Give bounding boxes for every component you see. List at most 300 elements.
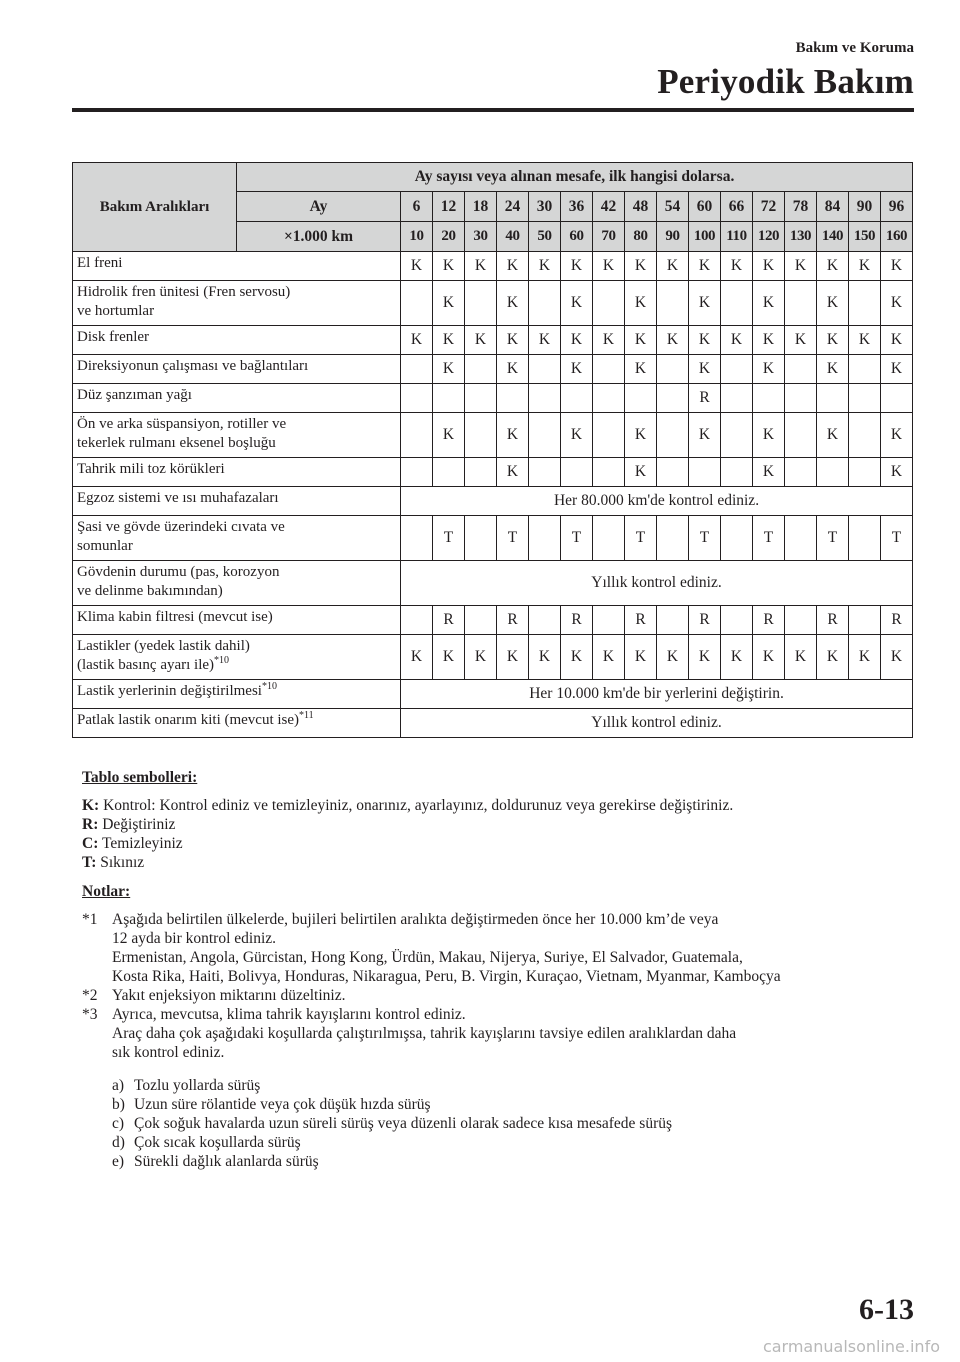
km-cell: 10	[401, 222, 433, 252]
mark-cell	[721, 355, 753, 384]
mark-cell: K	[625, 413, 657, 458]
mark-cell: K	[497, 458, 529, 487]
item-label	[73, 487, 401, 516]
month-cell: 54	[657, 192, 689, 222]
page-title: Periyodik Bakım	[657, 62, 914, 101]
mark-cell: K	[657, 326, 689, 355]
item-line: Patlak lastik onarım kiti (mevcut ise)	[77, 712, 300, 728]
mark-cell: T	[817, 516, 849, 561]
header-divider	[72, 108, 914, 112]
mark-cell: K	[593, 326, 625, 355]
mark-cell: K	[753, 635, 785, 680]
item-line: Hidrolik fren ünitesi (Fren servosu)	[77, 284, 291, 300]
mark-cell	[593, 413, 625, 458]
condition-letter: c)	[112, 1115, 125, 1132]
mark-cell	[401, 384, 433, 413]
table-row	[73, 487, 913, 516]
legend-item	[82, 796, 912, 815]
mark-cell: K	[849, 326, 881, 355]
mark-cell: K	[433, 326, 465, 355]
legend-text: Temizleyiniz	[98, 835, 183, 852]
month-cell: 24	[497, 192, 529, 222]
mark-cell	[849, 413, 881, 458]
mark-cell	[401, 281, 433, 326]
mark-cell: K	[561, 355, 593, 384]
condition-item	[112, 1114, 912, 1133]
footnote-ref: *11	[299, 710, 314, 721]
mark-cell: R	[561, 606, 593, 635]
mark-cell: K	[433, 413, 465, 458]
interval-text: Her 10.000 km'de bir yerlerini değiştirin.	[401, 680, 913, 709]
mark-cell	[849, 384, 881, 413]
mark-cell: K	[561, 326, 593, 355]
mark-cell: K	[689, 635, 721, 680]
legend-key: R:	[82, 816, 99, 833]
mark-cell	[657, 384, 689, 413]
mark-cell: K	[657, 252, 689, 281]
mark-cell	[849, 516, 881, 561]
mark-cell: T	[881, 516, 913, 561]
interval-text: Yıllık kontrol ediniz.	[401, 709, 913, 738]
item-label	[73, 606, 401, 635]
mark-cell	[657, 281, 689, 326]
condition-text: Çok soğuk havalarda uzun süreli sürüş veya düzenli olarak sadece kısa mesafede sürüş	[134, 1115, 673, 1132]
mark-cell	[465, 606, 497, 635]
legend-text: Değiştiriniz	[98, 816, 176, 833]
mark-cell: K	[817, 635, 849, 680]
mark-cell: K	[497, 355, 529, 384]
month-cell: 96	[881, 192, 913, 222]
maintenance-table	[72, 162, 913, 738]
table-row	[73, 384, 913, 413]
mark-cell	[657, 355, 689, 384]
mark-cell: K	[881, 281, 913, 326]
table-row	[73, 709, 913, 738]
item-line: Direksiyonun çalışması ve bağlantıları	[77, 358, 309, 374]
km-cell: 110	[721, 222, 753, 252]
mark-cell: K	[401, 635, 433, 680]
corner-label: Bakım Aralıkları	[73, 163, 237, 252]
mark-cell: K	[561, 252, 593, 281]
months-label: Ay	[237, 192, 401, 222]
watermark: carmanualsonline.info	[762, 1337, 940, 1356]
item-line: Lastik yerlerinin değiştirilmesi	[77, 683, 262, 699]
interval-text: Yıllık kontrol ediniz.	[401, 561, 913, 606]
table-header	[73, 163, 913, 252]
table-row	[73, 516, 913, 561]
notes-heading: Notlar:	[82, 883, 131, 900]
legend-section	[82, 768, 912, 872]
mark-cell: K	[881, 252, 913, 281]
mark-cell: T	[497, 516, 529, 561]
mark-cell: K	[753, 458, 785, 487]
section-title: Bakım ve Koruma	[795, 40, 914, 56]
mark-cell	[849, 355, 881, 384]
note-line: Kosta Rika, Haiti, Bolivya, Honduras, Nikaragua, Peru, B. Virgin, Kuraçao, Vietnam, Myanmar, Kamboçya	[112, 968, 781, 985]
mark-cell	[849, 458, 881, 487]
month-cell: 6	[401, 192, 433, 222]
mark-cell	[785, 384, 817, 413]
mark-cell: K	[817, 281, 849, 326]
item-line: Klima kabin filtresi (mevcut ise)	[77, 609, 273, 625]
month-cell: 60	[689, 192, 721, 222]
note-number: *2	[82, 987, 98, 1004]
mark-cell: K	[817, 355, 849, 384]
km-cell: 70	[593, 222, 625, 252]
mark-cell	[657, 516, 689, 561]
item-label	[73, 516, 401, 561]
month-cell: 48	[625, 192, 657, 222]
mark-cell: K	[689, 326, 721, 355]
km-cell: 50	[529, 222, 561, 252]
item-line: Tahrik mili toz körükleri	[77, 461, 225, 477]
month-cell: 66	[721, 192, 753, 222]
item-line: Ön ve arka süspansiyon, rotiller ve	[77, 416, 287, 432]
mark-cell: K	[785, 326, 817, 355]
item-label	[73, 326, 401, 355]
mark-cell: T	[625, 516, 657, 561]
note-line: Aşağıda belirtilen ülkelerde, bujileri belirtilen aralıkta değiştirmeden önce her 10.000 km’de veya	[112, 911, 719, 928]
mark-cell: K	[625, 326, 657, 355]
table-row	[73, 680, 913, 709]
mark-cell: K	[465, 326, 497, 355]
condition-text: Tozlu yollarda sürüş	[134, 1077, 261, 1094]
notes-list	[82, 910, 912, 1062]
km-cell: 150	[849, 222, 881, 252]
mark-cell: K	[817, 413, 849, 458]
conditions-list	[112, 1076, 912, 1171]
condition-text: Uzun süre rölantide veya çok düşük hızda sürüş	[134, 1096, 431, 1113]
mark-cell	[465, 413, 497, 458]
mark-cell	[529, 606, 561, 635]
note-line: Yakıt enjeksiyon miktarını düzeltiniz.	[112, 987, 346, 1004]
legend-heading: Tablo sembolleri:	[82, 769, 198, 786]
mark-cell: K	[753, 326, 785, 355]
legend-text: Sıkınız	[96, 854, 145, 871]
mark-cell: K	[497, 413, 529, 458]
mark-cell: K	[401, 326, 433, 355]
mark-cell	[529, 384, 561, 413]
item-line: Düz şanzıman yağı	[77, 387, 192, 403]
mark-cell: K	[785, 635, 817, 680]
mark-cell	[721, 384, 753, 413]
mark-cell: K	[753, 281, 785, 326]
table-body	[73, 252, 913, 738]
mark-cell	[561, 384, 593, 413]
table-row	[73, 326, 913, 355]
item-line: Gövdenin durumu (pas, korozyon	[77, 564, 280, 580]
item-label	[73, 252, 401, 281]
mark-cell	[785, 606, 817, 635]
note-text	[112, 910, 912, 986]
interval-title: Ay sayısı veya alınan mesafe, ilk hangisi dolarsa.	[237, 163, 913, 192]
mark-cell	[785, 413, 817, 458]
mark-cell: K	[849, 635, 881, 680]
mark-cell	[465, 384, 497, 413]
note-number: *3	[82, 1006, 98, 1023]
mark-cell	[593, 458, 625, 487]
mark-cell: K	[529, 252, 561, 281]
mark-cell: R	[625, 606, 657, 635]
mark-cell	[721, 606, 753, 635]
km-cell: 60	[561, 222, 593, 252]
mark-cell: K	[497, 281, 529, 326]
mark-cell: K	[625, 355, 657, 384]
mark-cell	[849, 606, 881, 635]
mark-cell: K	[497, 252, 529, 281]
condition-letter: b)	[112, 1096, 125, 1113]
mark-cell	[401, 355, 433, 384]
item-label	[73, 384, 401, 413]
mark-cell	[529, 413, 561, 458]
month-cell: 30	[529, 192, 561, 222]
condition-item	[112, 1152, 912, 1171]
condition-letter: e)	[112, 1153, 125, 1170]
mark-cell	[593, 355, 625, 384]
mark-cell: K	[881, 326, 913, 355]
mark-cell: K	[433, 355, 465, 384]
month-cell: 90	[849, 192, 881, 222]
mark-cell: K	[817, 326, 849, 355]
item-label	[73, 281, 401, 326]
mark-cell	[401, 606, 433, 635]
mark-cell	[433, 384, 465, 413]
mark-cell	[529, 355, 561, 384]
mark-cell	[689, 458, 721, 487]
mark-cell	[433, 458, 465, 487]
table-row	[73, 281, 913, 326]
mark-cell	[561, 458, 593, 487]
mark-cell: K	[721, 252, 753, 281]
km-cell: 90	[657, 222, 689, 252]
table-row	[73, 458, 913, 487]
mark-cell: T	[689, 516, 721, 561]
legend-key: C:	[82, 835, 99, 852]
mark-cell	[593, 516, 625, 561]
mark-cell: K	[753, 413, 785, 458]
legend-list	[82, 796, 912, 872]
mark-cell: K	[497, 635, 529, 680]
table-row	[73, 561, 913, 606]
mark-cell	[721, 516, 753, 561]
item-line: tekerlek rulmanı eksenel boşluğu	[77, 435, 276, 451]
notes-section	[82, 882, 912, 1171]
mark-cell: K	[881, 355, 913, 384]
month-cell: 12	[433, 192, 465, 222]
item-label	[73, 458, 401, 487]
mark-cell: R	[881, 606, 913, 635]
mark-cell	[497, 384, 529, 413]
mark-cell: K	[881, 635, 913, 680]
mark-cell	[401, 458, 433, 487]
month-cell: 36	[561, 192, 593, 222]
mark-cell: K	[561, 635, 593, 680]
mark-cell	[657, 458, 689, 487]
condition-letter: a)	[112, 1077, 125, 1094]
item-label	[73, 709, 401, 738]
condition-text: Sürekli dağlık alanlarda sürüş	[134, 1153, 319, 1170]
mark-cell: K	[625, 281, 657, 326]
mark-cell	[465, 458, 497, 487]
legend-item	[82, 853, 912, 872]
mark-cell: K	[753, 355, 785, 384]
item-line: El freni	[77, 255, 123, 271]
note-item	[82, 986, 912, 1005]
condition-letter: d)	[112, 1134, 125, 1151]
mark-cell: K	[497, 326, 529, 355]
mark-cell	[529, 516, 561, 561]
condition-item	[112, 1095, 912, 1114]
mark-cell	[657, 413, 689, 458]
km-cell: 30	[465, 222, 497, 252]
table-row	[73, 355, 913, 384]
mark-cell: T	[561, 516, 593, 561]
mark-cell	[849, 281, 881, 326]
mark-cell	[401, 413, 433, 458]
km-cell: 80	[625, 222, 657, 252]
mark-cell: K	[433, 635, 465, 680]
condition-item	[112, 1076, 912, 1095]
mark-cell: R	[689, 384, 721, 413]
km-cell: 100	[689, 222, 721, 252]
mark-cell: K	[465, 635, 497, 680]
table-row	[73, 413, 913, 458]
legend-key: T:	[82, 854, 97, 871]
mark-cell: K	[721, 326, 753, 355]
note-text	[112, 1005, 912, 1062]
note-item	[82, 910, 912, 986]
legend-item	[82, 834, 912, 853]
mark-cell: K	[529, 635, 561, 680]
mark-cell: T	[433, 516, 465, 561]
mark-cell	[721, 458, 753, 487]
km-cell: 130	[785, 222, 817, 252]
table-row	[73, 252, 913, 281]
mark-cell: K	[721, 635, 753, 680]
month-cell: 84	[817, 192, 849, 222]
item-label	[73, 413, 401, 458]
mark-cell	[721, 281, 753, 326]
item-label	[73, 355, 401, 384]
mark-cell	[785, 458, 817, 487]
mark-cell	[593, 384, 625, 413]
note-item	[82, 1005, 912, 1062]
note-line: Ermenistan, Angola, Gürcistan, Hong Kong, Ürdün, Makau, Nijerya, Suriye, El Salvador, Guatemala,	[112, 949, 743, 966]
month-cell: 42	[593, 192, 625, 222]
mark-cell: K	[401, 252, 433, 281]
legend-text: Kontrol: Kontrol ediniz ve temizleyiniz, onarınız, ayarlayınız, doldurunuz veya gerekirse değiştiriniz.	[99, 797, 734, 814]
legend-key: K:	[82, 797, 100, 814]
mark-cell	[401, 516, 433, 561]
km-label: ×1.000 km	[237, 222, 401, 252]
km-cell: 20	[433, 222, 465, 252]
page-number: 6-13	[859, 1293, 914, 1326]
mark-cell: K	[753, 252, 785, 281]
mark-cell: K	[593, 635, 625, 680]
mark-cell	[657, 606, 689, 635]
mark-cell	[465, 355, 497, 384]
table-row	[73, 635, 913, 680]
item-line: Şasi ve gövde üzerindeki cıvata ve	[77, 519, 285, 535]
mark-cell: K	[657, 635, 689, 680]
note-number: *1	[82, 911, 98, 928]
km-cell: 140	[817, 222, 849, 252]
mark-cell: R	[433, 606, 465, 635]
interval-text: Her 80.000 km'de kontrol ediniz.	[401, 487, 913, 516]
item-line: (lastik basınç ayarı ile)	[77, 657, 215, 673]
legend-item	[82, 815, 912, 834]
table-row	[73, 606, 913, 635]
mark-cell	[529, 281, 561, 326]
mark-cell: K	[849, 252, 881, 281]
item-line: ve delinme bakımından)	[77, 583, 223, 599]
item-label	[73, 561, 401, 606]
footnote-ref: *10	[214, 655, 230, 666]
mark-cell: K	[625, 458, 657, 487]
note-line: Araç daha çok aşağıdaki koşullarda çalıştırılmışsa, tahrik kayışlarını tavsiye edilen aralıklardan daha	[112, 1025, 737, 1042]
mark-cell: K	[561, 281, 593, 326]
mark-cell: K	[881, 413, 913, 458]
note-text	[112, 986, 912, 1005]
month-cell: 18	[465, 192, 497, 222]
mark-cell	[465, 516, 497, 561]
item-label	[73, 635, 401, 680]
mark-cell: K	[689, 252, 721, 281]
mark-cell	[625, 384, 657, 413]
mark-cell: K	[593, 252, 625, 281]
mark-cell	[785, 355, 817, 384]
mark-cell: K	[785, 252, 817, 281]
mark-cell	[817, 384, 849, 413]
mark-cell: R	[817, 606, 849, 635]
mark-cell: K	[817, 252, 849, 281]
km-cell: 160	[881, 222, 913, 252]
mark-cell: K	[689, 281, 721, 326]
mark-cell	[881, 384, 913, 413]
mark-cell	[817, 458, 849, 487]
mark-cell: K	[433, 252, 465, 281]
footnote-ref: *10	[261, 681, 277, 692]
month-cell: 72	[753, 192, 785, 222]
item-line: Disk frenler	[77, 329, 150, 345]
mark-cell: K	[529, 326, 561, 355]
condition-text: Çok sıcak koşullarda sürüş	[134, 1134, 301, 1151]
mark-cell: K	[625, 635, 657, 680]
mark-cell	[753, 384, 785, 413]
mark-cell: K	[689, 413, 721, 458]
mark-cell: K	[881, 458, 913, 487]
km-cell: 120	[753, 222, 785, 252]
mark-cell: K	[433, 281, 465, 326]
item-line: Egzoz sistemi ve ısı muhafazaları	[77, 490, 279, 506]
mark-cell	[529, 458, 561, 487]
month-cell: 78	[785, 192, 817, 222]
mark-cell	[593, 281, 625, 326]
mark-cell	[593, 606, 625, 635]
mark-cell	[465, 281, 497, 326]
mark-cell: K	[561, 413, 593, 458]
item-line: Lastikler (yedek lastik dahil)	[77, 638, 250, 654]
mark-cell	[721, 413, 753, 458]
mark-cell	[785, 516, 817, 561]
mark-cell: K	[625, 252, 657, 281]
mark-cell: R	[753, 606, 785, 635]
note-line: sık kontrol ediniz.	[112, 1044, 225, 1061]
mark-cell	[785, 281, 817, 326]
note-line: 12 ayda bir kontrol ediniz.	[112, 930, 276, 947]
mark-cell: K	[465, 252, 497, 281]
item-line: ve hortumlar	[77, 303, 155, 319]
